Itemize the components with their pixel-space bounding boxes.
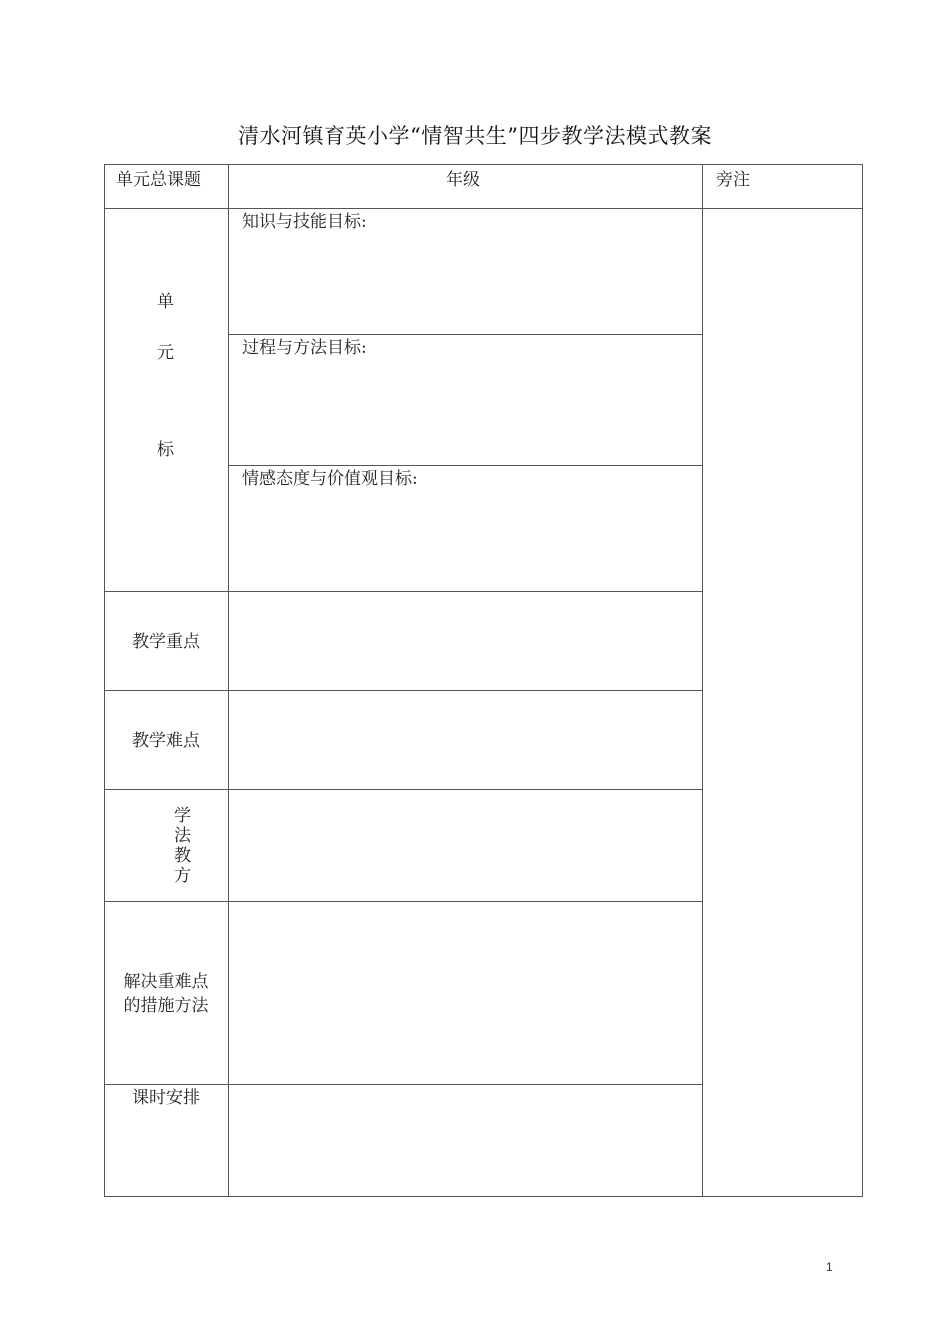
- table-divider: [228, 164, 229, 1197]
- table-border-left: [104, 164, 105, 1197]
- page-number: 1: [826, 1260, 833, 1274]
- unit-topic-label: 单元总课题: [116, 170, 201, 190]
- table-divider: [104, 591, 703, 592]
- table-border-right: [862, 164, 863, 1197]
- side-note-label: 旁注: [716, 170, 750, 190]
- solutions-label-line1: 解决重难点: [123, 972, 209, 992]
- method-char: 教: [174, 846, 191, 866]
- difficulties-label: 教学难点: [132, 731, 200, 751]
- table-divider: [104, 690, 703, 691]
- method-char: 法: [174, 826, 191, 846]
- table-border-bottom: [104, 1196, 863, 1197]
- page-title: 清水河镇育英小学“情智共生”四步教学法模式教案: [238, 124, 712, 148]
- table-divider: [104, 1084, 703, 1085]
- method-char: 方: [174, 866, 191, 886]
- method-char: 学: [174, 806, 191, 826]
- unit-goal-char: 元: [157, 343, 174, 363]
- grade-label: 年级: [446, 170, 480, 190]
- knowledge-skill-goal-label: 知识与技能目标:: [242, 212, 367, 232]
- table-border-top: [104, 164, 863, 165]
- table-divider: [228, 465, 703, 466]
- table-divider: [228, 334, 703, 335]
- process-method-goal-label: 过程与方法目标:: [242, 338, 367, 358]
- unit-goal-char: 单: [157, 292, 174, 312]
- table-divider: [104, 789, 703, 790]
- key-points-label: 教学重点: [132, 632, 200, 652]
- table-divider: [702, 164, 703, 1197]
- emotion-value-goal-label: 情感态度与价值观目标:: [242, 469, 418, 489]
- table-divider: [104, 208, 863, 209]
- table-divider: [104, 901, 703, 902]
- schedule-label: 课时安排: [132, 1088, 200, 1108]
- solutions-label-line2: 的措施方法: [123, 996, 209, 1016]
- unit-goal-char: 标: [157, 440, 174, 460]
